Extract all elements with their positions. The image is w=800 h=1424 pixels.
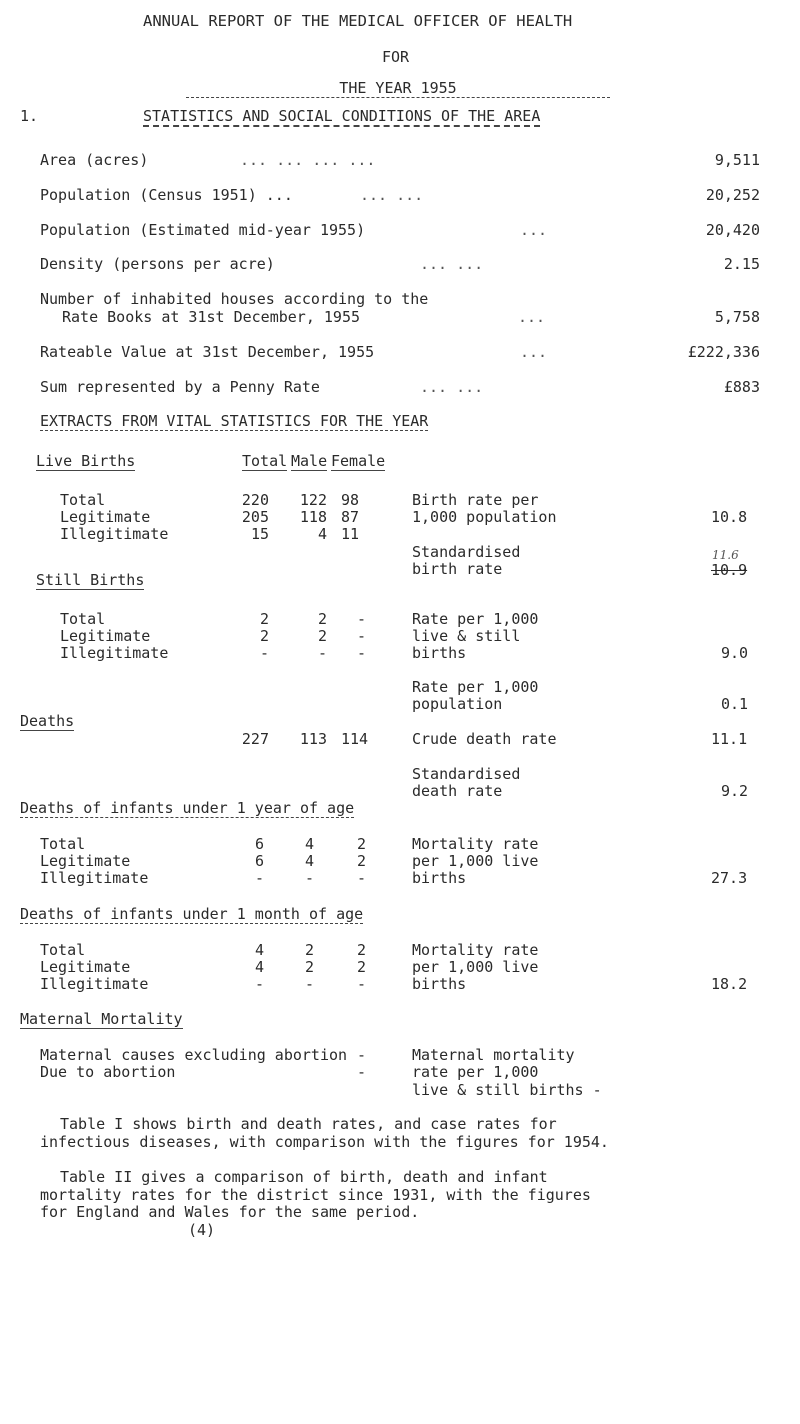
cell-female: - [357, 610, 367, 628]
maternal-rate-label-3: live & still births - [412, 1081, 602, 1099]
cell-female: - [357, 644, 367, 662]
cell-total: - [255, 869, 265, 887]
birth-rate-label: Birth rate per [412, 491, 539, 509]
cell-female: - [357, 869, 367, 887]
deaths-male: 113 [299, 730, 327, 748]
cell-male: - [305, 869, 315, 887]
stat-dots: ... [518, 308, 546, 326]
stat-label: Density (persons per acre) [40, 255, 275, 273]
cell-total: - [255, 975, 265, 993]
cell-total: 2 [259, 610, 269, 628]
maternal-row-value: - [357, 1046, 367, 1064]
still-births-title: Still Births [36, 571, 145, 589]
stat-dots: ... ... [360, 186, 424, 204]
still-rate-label-3: births [412, 644, 467, 662]
cell-male: 2 [305, 958, 315, 976]
row-label: Legitimate [40, 852, 131, 870]
stat-dots: ... [520, 343, 548, 361]
still-pop-rate-value: 0.1 [721, 695, 749, 713]
maternal-rate-label: Maternal mortality [412, 1046, 575, 1064]
stat-label: Area (acres) [40, 151, 149, 169]
cell-total: 6 [255, 852, 265, 870]
row-label: Illegitimate [40, 869, 149, 887]
cell-total: 6 [255, 835, 265, 853]
std-birth-handwritten: 11.6 [712, 548, 739, 562]
maternal-row-label: Maternal causes excluding abortion [40, 1046, 348, 1064]
stat-label: Population (Estimated mid-year 1955) [40, 221, 366, 239]
infants-month-title: Deaths of infants under 1 month of age [20, 905, 364, 923]
stat-value: £222,336 [687, 343, 760, 361]
cell-female: 87 [341, 508, 360, 526]
deaths-female: 114 [341, 730, 369, 748]
infant-mortality-label: Mortality rate [412, 835, 539, 853]
cell-total: 4 [255, 941, 265, 959]
cell-total: 15 [250, 525, 269, 543]
cell-male: 122 [299, 491, 327, 509]
row-label: Total [60, 491, 106, 509]
still-rate-label-2: live & still [412, 627, 521, 645]
cell-female: 2 [357, 958, 367, 976]
std-birth-label: Standardised [412, 543, 521, 561]
row-label: Total [40, 835, 86, 853]
row-label: Total [40, 941, 86, 959]
section-number: 1. [20, 107, 39, 125]
cell-total: 205 [241, 508, 269, 526]
cell-female: - [357, 975, 367, 993]
stat-dots: ... ... ... ... [240, 151, 376, 169]
infants-year-title: Deaths of infants under 1 year of age [20, 799, 355, 817]
std-birth-value: 10.9 [711, 561, 748, 579]
extracts-heading: EXTRACTS FROM VITAL STATISTICS FOR THE YEAR [40, 412, 429, 430]
cell-female: - [357, 627, 367, 645]
std-birth-label-2: birth rate [412, 560, 503, 578]
neonatal-mortality-label-2: per 1,000 live [412, 958, 539, 976]
cell-female: 2 [357, 941, 367, 959]
row-label: Illegitimate [60, 525, 169, 543]
report-year: THE YEAR 1955 [186, 79, 610, 98]
birth-rate-label-2: 1,000 population [412, 508, 557, 526]
stat-dots: ... [520, 221, 548, 239]
paragraph-line: Table II gives a comparison of birth, death and infant [60, 1168, 548, 1186]
col-header-female: Female [331, 452, 386, 470]
paragraph-line: mortality rates for the district since 1931, with the figures [40, 1186, 591, 1204]
cell-total: 220 [241, 491, 269, 509]
live-births-title: Live Births [36, 452, 136, 470]
stat-label-cont: Rate Books at 31st December, 1955 [62, 308, 361, 326]
infant-mortality-value: 27.3 [711, 869, 748, 887]
cell-male: 4 [305, 852, 315, 870]
maternal-row-label: Due to abortion [40, 1063, 176, 1081]
neonatal-mortality-label: Mortality rate [412, 941, 539, 959]
crude-death-value: 11.1 [711, 730, 748, 748]
cell-total: 2 [259, 627, 269, 645]
cell-total: - [259, 644, 269, 662]
cell-male: 2 [317, 627, 327, 645]
std-death-label-2: death rate [412, 782, 503, 800]
paragraph-line: Table I shows birth and death rates, and case rates for [60, 1115, 557, 1133]
stat-dots: ... ... [420, 378, 484, 396]
cell-male: - [305, 975, 315, 993]
deaths-total: 227 [241, 730, 269, 748]
stat-label: Population (Census 1951) ... [40, 186, 293, 204]
report-title: ANNUAL REPORT OF THE MEDICAL OFFICER OF HEALTH [143, 12, 573, 30]
paragraph-line: for England and Wales for the same period. [40, 1203, 420, 1221]
cell-male: 4 [305, 835, 315, 853]
cell-female: 2 [357, 852, 367, 870]
deaths-title: Deaths [20, 712, 75, 730]
row-label: Illegitimate [40, 975, 149, 993]
report-title-for: FOR [382, 48, 410, 66]
stat-value: 2.15 [723, 255, 760, 273]
infant-mortality-label-3: births [412, 869, 467, 887]
cell-male: 2 [305, 941, 315, 959]
crude-death-label: Crude death rate [412, 730, 557, 748]
stat-label: Sum represented by a Penny Rate [40, 378, 320, 396]
birth-rate-value: 10.8 [711, 508, 748, 526]
infant-mortality-label-2: per 1,000 live [412, 852, 539, 870]
stat-value: 20,420 [705, 221, 760, 239]
section-heading: STATISTICS AND SOCIAL CONDITIONS OF THE AREA [143, 107, 541, 125]
cell-male: 2 [317, 610, 327, 628]
row-label: Legitimate [60, 627, 151, 645]
cell-female: 11 [341, 525, 360, 543]
neonatal-mortality-value: 18.2 [711, 975, 748, 993]
cell-total: 4 [255, 958, 265, 976]
still-rate-label: Rate per 1,000 [412, 610, 539, 628]
cell-male: 118 [299, 508, 327, 526]
cell-male: 4 [317, 525, 327, 543]
row-label: Total [60, 610, 106, 628]
stat-label: Number of inhabited houses according to the [40, 290, 429, 308]
stat-label: Rateable Value at 31st December, 1955 [40, 343, 375, 361]
cell-female: 2 [357, 835, 367, 853]
maternal-rate-label-2: rate per 1,000 [412, 1063, 539, 1081]
std-death-value: 9.2 [721, 782, 749, 800]
maternal-row-value: - [357, 1063, 367, 1081]
cell-male: - [317, 644, 327, 662]
stat-dots: ... ... [420, 255, 484, 273]
maternal-title: Maternal Mortality [20, 1010, 183, 1028]
row-label: Illegitimate [60, 644, 169, 662]
still-rate-value: 9.0 [721, 644, 749, 662]
std-death-label: Standardised [412, 765, 521, 783]
cell-female: 98 [341, 491, 360, 509]
stat-value: £883 [723, 378, 760, 396]
row-label: Legitimate [40, 958, 131, 976]
neonatal-mortality-label-3: births [412, 975, 467, 993]
col-header-male: Male [291, 452, 328, 470]
stat-value: 20,252 [705, 186, 760, 204]
still-pop-rate-label-2: population [412, 695, 503, 713]
stat-value: 5,758 [714, 308, 760, 326]
still-pop-rate-label: Rate per 1,000 [412, 678, 539, 696]
stat-value: 9,511 [714, 151, 760, 169]
page-number: (4) [188, 1221, 216, 1239]
row-label: Legitimate [60, 508, 151, 526]
paragraph-line: infectious diseases, with comparison with the figures for 1954. [40, 1133, 609, 1151]
col-header-total: Total [242, 452, 288, 470]
